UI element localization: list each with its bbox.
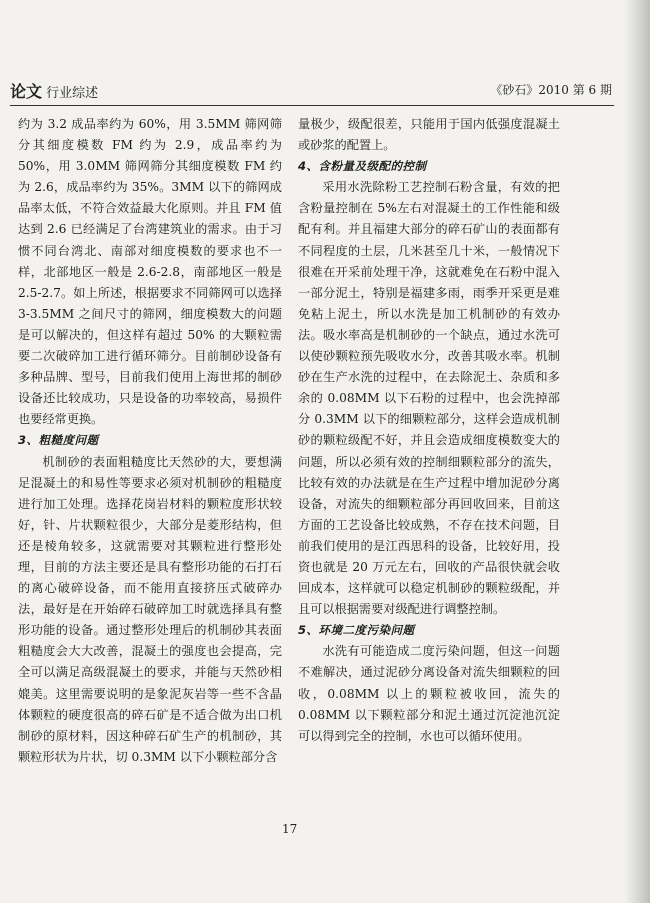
left-paragraph-2: 机制砂的表面粗糙度比天然砂的大，要想满足混凝土的和易性等要求必须对机制砂的粗糙度进行加工处理。选择花岗岩材料的颗粒度形状较好，针、片状颗粒很少，大部分是菱形结构，但还是棱角较多，这就需要对其颗粒进行整形处理，目前的方法主要还是具有整形功能的石打石的离心破碎设备，而不能用直接挤压式破碎办法，最好是在开始碎石破碎加工时就选择具有整形功能的设备。通过整形处理后的机制砂其表面粗糙度会大大改善，混凝土的强度也会提高，完全可以满足高级混凝土的要求，并能与天然砂相媲美。这里需要说明的是象泥灰岩等一些不含晶体颗粒的硬度很高的碎石矿是不适合做为出口机制砂的原材料，因这种碎石矿生产的机制砂，其颗粒形状为片状，切 0.3MM 以下小颗粒部分含 <box>18 454 282 764</box>
left-column <box>18 114 282 768</box>
header-section-label <box>10 79 98 102</box>
right-paragraph-3: 水洗有可能造成二度污染问题，但这一问题不难解决，通过泥砂分离设备对流失细颗粒的回收，0.08MM 以上的颗粒被收回，流失的 0.08MM 以下颗粒部分和泥土通过沉淀池沉淀可以得到完全的控制，水也可以循环使用。 <box>298 644 560 743</box>
header-journal-issue: 《砂石》2010 第 6 期 <box>490 83 612 97</box>
section-heading-4: 4、含粉量及级配的控制 <box>298 159 427 174</box>
left-paragraph-1: 约为 3.2 成品率约为 60%，用 3.5MM 筛网筛分其细度模数 FM 约为 2.9，成品率约为 50%，用 3.0MM 筛网筛分其细度模数 FM 约为 2.6，成品率约为 35%。3MM 以下的筛网成品率太低，不符合效益最大化原则。并且 FM 值达到 2.6 已经满足了台湾建筑业的需求。由于习惯不同台湾北、南部对细度模数的要求也不一样，北部地区一般是 2.6-2.8，南部地区一般是 2.5-2.7。如上所述，根据要求不同筛网可以选择 3-3.5MM 之间尺寸的筛网，细度模数大的问题是可以解决的，但这样有超过 50% 的大颗粒需要二次破碎加工进行循环筛分。目前制砂设备有多种品牌、型号，目前我们使用上海世邦的制砂设备还比较成功，只是设备的功率较高，易损件也要经常更换。 <box>18 117 282 427</box>
running-header <box>10 77 612 107</box>
right-column <box>298 114 560 747</box>
right-paragraph-1: 量极少，级配很差，只能用于国内低强度混凝土或砂浆的配置上。 <box>298 117 560 153</box>
header-lunwen-label: 论文 <box>10 82 43 101</box>
header-category-label: 行业综述 <box>46 86 99 101</box>
right-paragraph-2: 采用水洗除粉工艺控制石粉含量，有效的把含粉量控制在 5%左右对混凝土的工作性能和级配有利。并且福建大部分的碎石矿山的表面都有不同程度的土层，几米甚至几十米，一般情况下很难在开采前处理干净，这就难免在石粉中混入一部分泥土，特别是福建多雨，雨季开采更是难免粘上泥土，所以水洗是加工机制砂的有效办法。吸水率高是机制砂的一个缺点，通过水洗可以使砂颗粒预先吸收水分，改善其吸水率。机制砂在生产水洗的过程中，在去除泥土、杂质和多余的 0.08MM 以下石粉的过程中，也会洗掉部分 0.3MM 以下的细颗粒部分，这样会造成机制砂的颗粒级配不好，并且会造成细度模数变大的问题，所以必须有效的控制细颗粒部分的流失，比较有效的办法就是在生产过程中增加泥砂分离设备，对流失的细颗粒部分再回收回来，目前这方面的工艺设备比较成熟，不存在技术问题，目前我们使用的是江西思科的设备，比较好用，投资也就是 20 万元左右，回收的产品很快就会收回成本，这样就可以稳定机制砂的颗粒级配，并且可以根据需要对级配进行调整控制。 <box>298 180 560 617</box>
binding-shadow <box>624 0 650 903</box>
header-rule <box>10 105 614 106</box>
section-heading-5: 5、环境二度污染问题 <box>298 623 415 638</box>
section-heading-3: 3、粗糙度问题 <box>18 433 99 448</box>
page-number: 17 <box>282 822 298 836</box>
